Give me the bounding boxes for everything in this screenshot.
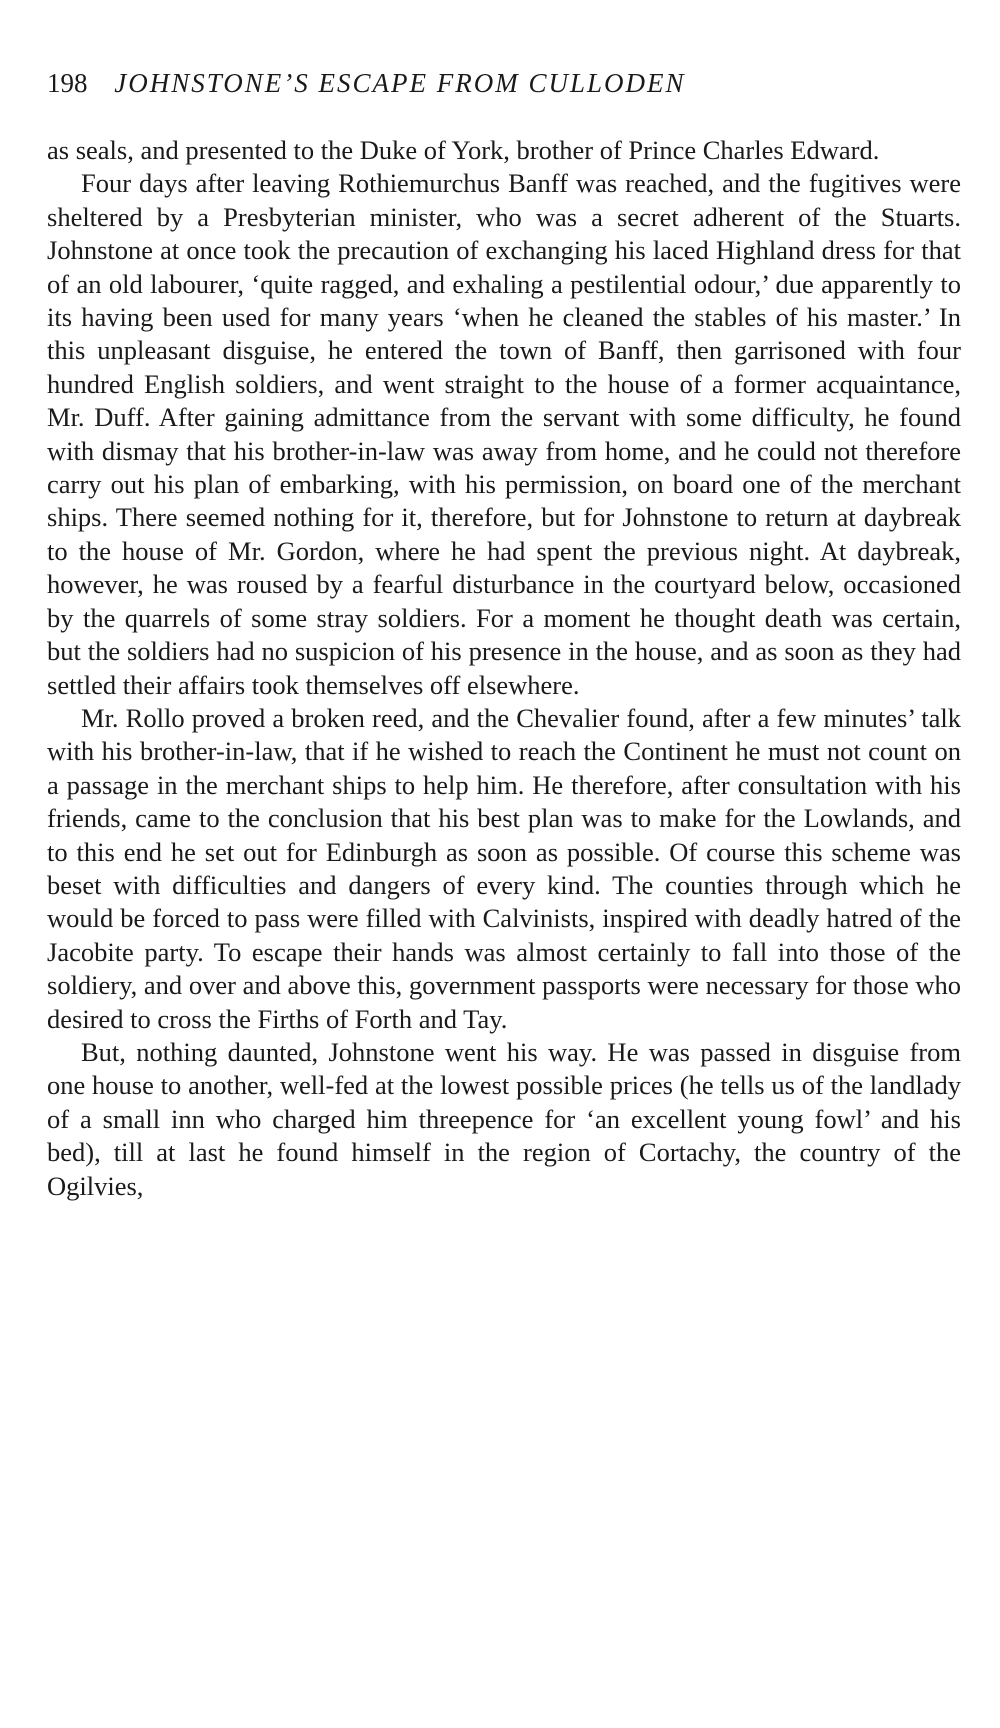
paragraph: Mr. Rollo proved a broken reed, and the Chevalier found, after a few minutes’ talk with his brother-in-law, that if he wished to reach the Continent he must not count on a passage in the merchant ships to help him. He therefore, after consultation with his friends, came to the conclusion that his best plan was to make for the Lowlands, and to this end he set out for Edinburgh as soon as possible. Of course this scheme was beset with difficulties and dangers of every kind. The counties through which he would be forced to pass were filled with Calvinists, inspired with deadly hatred of the Jacobite party. To escape their hands was almost certainly to fall into those of the soldiery, and over and above this, government passports were necessary for those who desired to cross the Firths of Forth and Tay. xyxy=(47,702,961,1034)
paragraph: Four days after leaving Rothiemurchus Banff was reached, and the fugitives were sheltered by a Presbyterian minister, who was a secret adherent of the Stuarts. Johnstone at once took the precaution of exchanging his laced Highland dress for that of an old labourer, ‘quite ragged, and exhaling a pestilential odour,’ due apparently to its having been used for many years ‘when he cleaned the stables of his master.’ In this unpleasant disguise, he entered the town of Banff, then garrisoned with four hundred English soldiers, and went straight to the house of a former acquaintance, Mr. Duff. After gaining admittance from the servant with some difficulty, he found with dismay that his brother-in-law was away from home, and he could not therefore carry out his plan of embarking, with his permission, on board one of the merchant ships. There seemed nothing for it, therefore, but for Johnstone to return at daybreak to the house of Mr. Gordon, where he had spent the previous night. At daybreak, however, he was roused by a fearful disturbance in the courtyard below, occasioned by the quarrels of some stray soldiers. For a moment he thought death was certain, but the soldiers had no suspicion of his presence in the house, and as soon as they had settled their affairs took themselves off elsewhere. xyxy=(47,168,961,700)
page-number: 198 xyxy=(47,68,88,98)
running-title: JOHNSTONE’S ESCAPE FROM CULLODEN xyxy=(114,68,686,98)
page-header xyxy=(47,66,927,100)
paragraph: But, nothing daunted, Johnstone went his way. He was passed in disguise from one house to another, well-fed at the lowest possible prices (he tells us of the landlady of a small inn who charged him threepence for ‘an excellent young fowl’ and his bed), till at last he found himself in the region of Cortachy, the country of the Ogilvies, xyxy=(47,1036,961,1201)
body-text xyxy=(47,134,961,1203)
paragraph-continuation: as seals, and presented to the Duke of York, brother of Prince Charles Edward. xyxy=(47,135,880,165)
